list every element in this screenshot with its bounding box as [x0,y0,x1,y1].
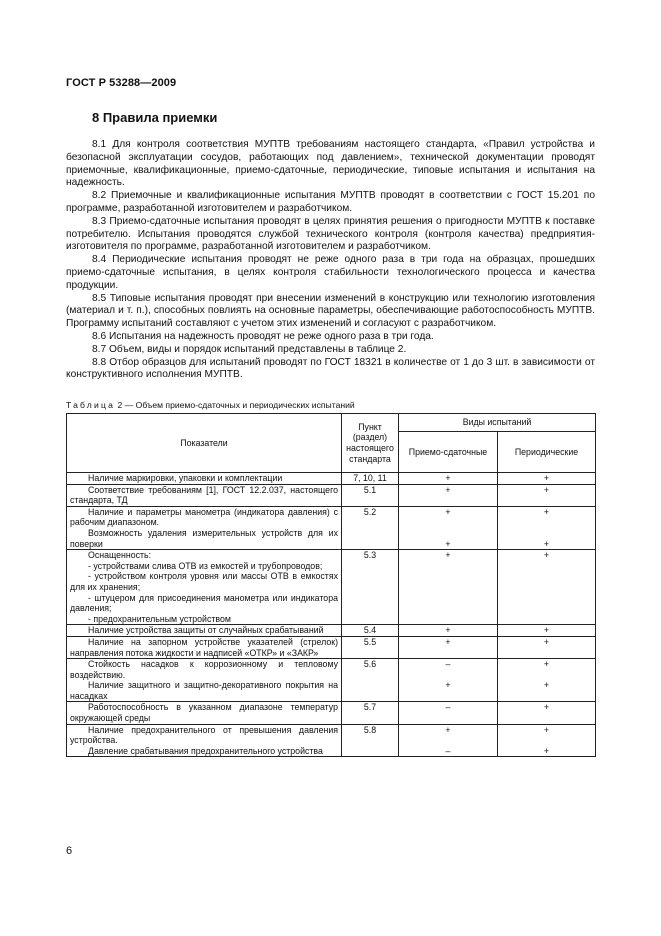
paragraph: 8.2 Приемочные и квалификационные испытания МУПТВ проводят в соответствии с ГОСТ 15.201 по программе, разработанной изготовителем и разработчиком. [66,190,595,214]
section-body [66,139,595,382]
periodic-mark: + [543,745,550,756]
indicator-cell [67,636,342,658]
acceptance-cell [399,484,498,506]
indicator-text: Наличие предохранительного от превышения давления устройства. [70,724,338,746]
periodic-cell [498,625,596,637]
tests-table [66,413,596,757]
acceptance-cell [399,636,498,658]
indicator-text: - штуцером для присоединения манометра или индикатора давления; [70,592,338,614]
document-code: ГОСТ Р 53288—2009 [66,77,177,89]
periodic-mark [501,735,592,746]
paragraph: 8.5 Типовые испытания проводят при внесении изменений в конструкцию или технологию изготовления (материал и т. п.), способных повлиять на основные параметры, обеспечивающие работоспособность МУПТВ. Программу испытаний составляют с учетом этих изменений и согласуют с разработчиком. [66,292,595,330]
indicator-cell [67,659,342,702]
periodic-mark: + [543,625,550,636]
indicator-text: Наличие устройства защиты от случайных срабатываний [88,625,324,636]
acceptance-mark: + [445,724,451,735]
acceptance-mark: + [445,636,451,647]
clause-cell: 5.1 [342,484,399,506]
clause-cell: 5.5 [342,636,399,658]
indicator-cell [67,724,342,757]
acceptance-cell [399,550,498,625]
paragraph: 8.4 Периодические испытания проводят не реже одного раза в три года на образцах, прошедших приемо-сдаточные испытания, в целях контроля стабильности технологического процесса и качества продукции. [66,254,595,291]
table-row [67,484,596,506]
table-caption-number: 2 [115,400,123,410]
periodic-mark: + [543,473,550,483]
indicator-text: Наличие маркировки, упаковки и комплектации [88,473,283,483]
acceptance-cell [399,659,498,702]
clause-cell: 5.6 [342,659,399,702]
acceptance-cell [399,702,498,724]
indicator-text: Наличие защитного и защитно-декоративного покрытия на насадках [70,680,338,701]
periodic-mark: + [543,680,550,691]
indicator-cell [67,625,342,637]
table-row [67,473,596,485]
acceptance-cell [399,724,498,757]
periodic-mark: + [543,506,550,517]
paragraph: 8.8 Отбор образцов для испытаний проводят по ГОСТ 18321 в количестве от 1 до 3 шт. в зависимости от конструктивного исполнения МУПТВ. [66,356,595,381]
acceptance-cell [399,625,498,637]
table-caption-title: — Объем приемо-сдаточных и периодических испытаний [122,400,355,410]
acceptance-mark: + [445,550,451,561]
acceptance-cell [399,473,498,485]
header-test-types: Виды испытаний [399,414,596,432]
acceptance-mark [402,528,494,539]
acceptance-mark [402,670,494,681]
table-row [67,636,596,658]
clause-cell: 7, 10, 11 [342,473,399,485]
periodic-cell [498,636,596,658]
periodic-cell [498,702,596,724]
section-title: 8 Правила приемки [92,110,218,125]
paragraph: 8.7 Объем, виды и порядок испытаний представлены в таблице 2. [92,343,407,355]
indicator-cell [67,550,342,625]
indicator-text: Работоспособность в указанном диапазоне температур окружающей среды [70,702,338,724]
periodic-cell [498,484,596,506]
periodic-cell [498,506,596,549]
table-row [67,550,596,625]
indicator-text: - предохранительным устройством [88,613,231,624]
indicator-text: Давление срабатывания предохранительного устройства [88,745,323,756]
clause-cell: 5.4 [342,625,399,637]
acceptance-mark [402,735,494,746]
periodic-cell [498,724,596,757]
clause-cell: 5.8 [342,724,399,757]
acceptance-mark: + [445,506,451,517]
periodic-mark: + [543,636,550,647]
indicator-text: - устройствами слива ОТВ из емкостей и трубопроводов; [88,560,323,571]
periodic-mark [501,517,592,528]
acceptance-mark: – [445,745,451,756]
periodic-mark: + [543,538,550,549]
table-row [67,702,596,724]
paragraph: 8.1 Для контроля соответствия МУПТВ требованиям настоящего стандарта, «Правил устройства и безопасной эксплуатации сосудов, работающих под давлением», технической документации проводят приемочные, квалификационные, приемо-сдаточные, периодические, типовые испытания и испытания на надежность. [66,139,595,189]
header-periodic: Периодические [498,431,596,472]
periodic-cell [498,473,596,485]
acceptance-mark: – [445,659,451,670]
periodic-mark: + [543,550,550,561]
indicator-text: Оснащенность: [88,550,152,561]
acceptance-mark: – [445,702,451,713]
acceptance-cell [399,506,498,549]
table-body [67,473,596,757]
periodic-mark: + [543,724,550,735]
periodic-mark [501,670,592,681]
periodic-mark: + [543,659,550,670]
indicator-text: Наличие и параметры манометра (индикатора давления) с рабочим диапазоном. [70,506,338,528]
clause-cell: 5.2 [342,506,399,549]
table-caption [66,400,355,410]
paragraph: 8.6 Испытания на надежность проводят не реже одного раза в три года. [92,330,434,342]
header-acceptance: Приемо-сдаточные [399,431,498,472]
acceptance-mark: + [445,484,451,495]
acceptance-mark: + [445,473,451,483]
indicator-cell [67,506,342,549]
periodic-mark: + [543,702,550,713]
table-row [67,506,596,549]
acceptance-mark: + [445,625,451,636]
indicator-text: Стойкость насадков к коррозионному и тепловому воздействию. [70,659,338,680]
page-number: 6 [66,845,73,857]
acceptance-mark: + [445,538,451,549]
indicator-text: Соответствие требованиям [1], ГОСТ 12.2.037, настоящего стандарта, ТД [70,484,338,506]
indicator-text: Наличие на запорном устройстве указателей (стрелок) направления потока жидкости и надписей «ОТКР» и «ЗАКР» [70,636,338,658]
acceptance-mark [402,517,494,528]
indicator-text: Возможность удаления измерительных устройств для их поверки [70,527,338,549]
table-caption-prefix: Таблица [66,400,116,410]
table-row [67,724,596,757]
periodic-mark [501,528,592,539]
header-indicators: Показатели [67,414,342,473]
clause-cell: 5.7 [342,702,399,724]
acceptance-mark: + [445,680,451,691]
periodic-mark: + [543,484,550,495]
table-row [67,625,596,637]
indicator-cell [67,702,342,724]
indicator-cell [67,473,342,485]
indicator-text: - устройством контроля уровня или массы ОТВ в емкостях для их хранения; [70,571,338,592]
periodic-cell [498,659,596,702]
paragraph: 8.3 Приемо-сдаточные испытания проводят в целях принятия решения о пригодности МУПТВ к поставке потребителю. Испытания проводятся службой технического контроля (контроля качества) предприятия-изготовителя по программе, разработанной изготовителем и разработчиком. [66,215,595,253]
table-row [67,659,596,702]
clause-cell: 5.3 [342,550,399,625]
indicator-cell [67,484,342,506]
header-clause: Пункт (раздел) настоящего стандарта [342,414,399,473]
periodic-cell [498,550,596,625]
